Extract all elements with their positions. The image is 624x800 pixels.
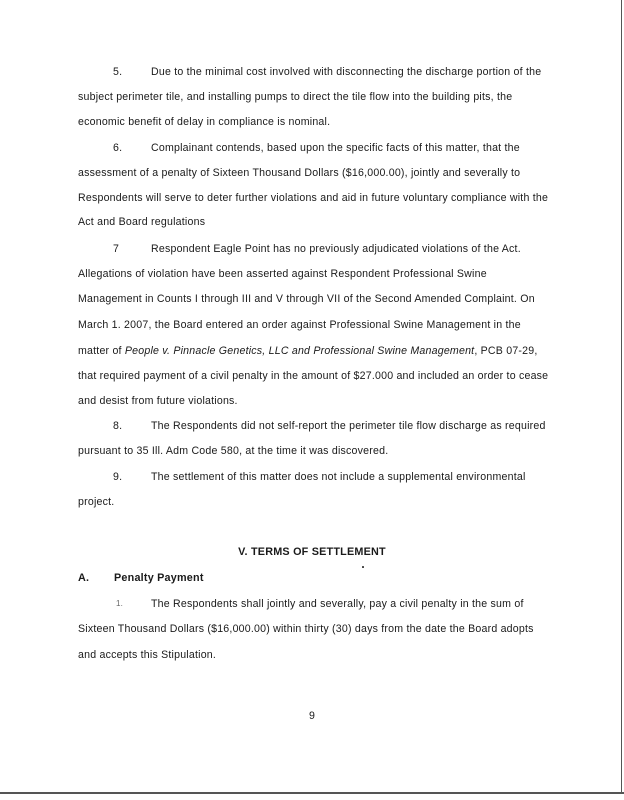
paragraph-number: 9.	[113, 471, 123, 483]
paragraph-line: Due to the minimal cost involved with disconnecting the discharge portion of the	[151, 66, 542, 78]
case-citation-prefix: matter of	[78, 345, 125, 357]
scan-edge-bottom	[0, 792, 624, 794]
paragraph-line: that required payment of a civil penalty in the amount of $27.000 and included an order to cease	[78, 370, 549, 382]
scan-speck	[362, 566, 364, 568]
paragraph-line: pursuant to 35 Ill. Adm Code 580, at the time it was discovered.	[78, 445, 389, 457]
page-number: 9	[308, 710, 316, 722]
paragraph-line: economic benefit of delay in compliance is nominal.	[78, 116, 331, 128]
paragraph-line: and accepts this Stipulation.	[78, 649, 217, 661]
case-citation-title: People v. Pinnacle Genetics, LLC and Professional Swine Management	[124, 345, 475, 357]
paragraph-line: Sixteen Thousand Dollars ($16,000.00) within thirty (30) days from the date the Board adopts	[78, 623, 534, 635]
paragraph-number: 6.	[113, 142, 123, 154]
paragraph-line: assessment of a penalty of Sixteen Thousand Dollars ($16,000.00), jointly and severally to	[78, 167, 521, 179]
paragraph-number: 7	[113, 243, 120, 255]
section-heading: V. TERMS OF SETTLEMENT	[238, 546, 386, 558]
paragraph-line: Complainant contends, based upon the specific facts of this matter, that the	[151, 142, 520, 154]
subsection-letter: A.	[78, 572, 90, 584]
paragraph-line: subject perimeter tile, and installing pumps to direct the tile flow into the building pits, the	[78, 91, 513, 103]
paragraph-line: Respondent Eagle Point has no previously adjudicated violations of the Act.	[151, 243, 521, 255]
paragraph-number: 1.	[116, 599, 123, 608]
paragraph-line: The Respondents did not self-report the perimeter tile flow discharge as required	[151, 420, 546, 432]
paragraph-line: project.	[78, 496, 115, 508]
paragraph-line: Act and Board regulations	[78, 216, 206, 228]
paragraph-line: Allegations of violation have been asserted against Respondent Professional Swine	[78, 268, 487, 280]
paragraph-line: The settlement of this matter does not include a supplemental environmental	[151, 471, 526, 483]
paragraph-number: 8.	[113, 420, 123, 432]
paragraph-number: 5.	[113, 66, 123, 78]
case-citation-suffix: , PCB 07-29,	[474, 345, 538, 357]
paragraph-line: and desist from future violations.	[78, 395, 238, 407]
paragraph-line: March 1. 2007, the Board entered an order against Professional Swine Management in the	[78, 319, 521, 331]
paragraph-line: Management in Counts I through III and V through VII of the Second Amended Complaint. On	[78, 293, 535, 305]
paragraph-line: The Respondents shall jointly and severally, pay a civil penalty in the sum of	[151, 598, 524, 610]
case-citation-line	[78, 344, 538, 358]
scan-edge-right	[621, 0, 622, 792]
paragraph-line: Respondents will serve to deter further violations and aid in future voluntary compliance with the	[78, 192, 549, 204]
subsection-title: Penalty Payment	[114, 572, 204, 584]
